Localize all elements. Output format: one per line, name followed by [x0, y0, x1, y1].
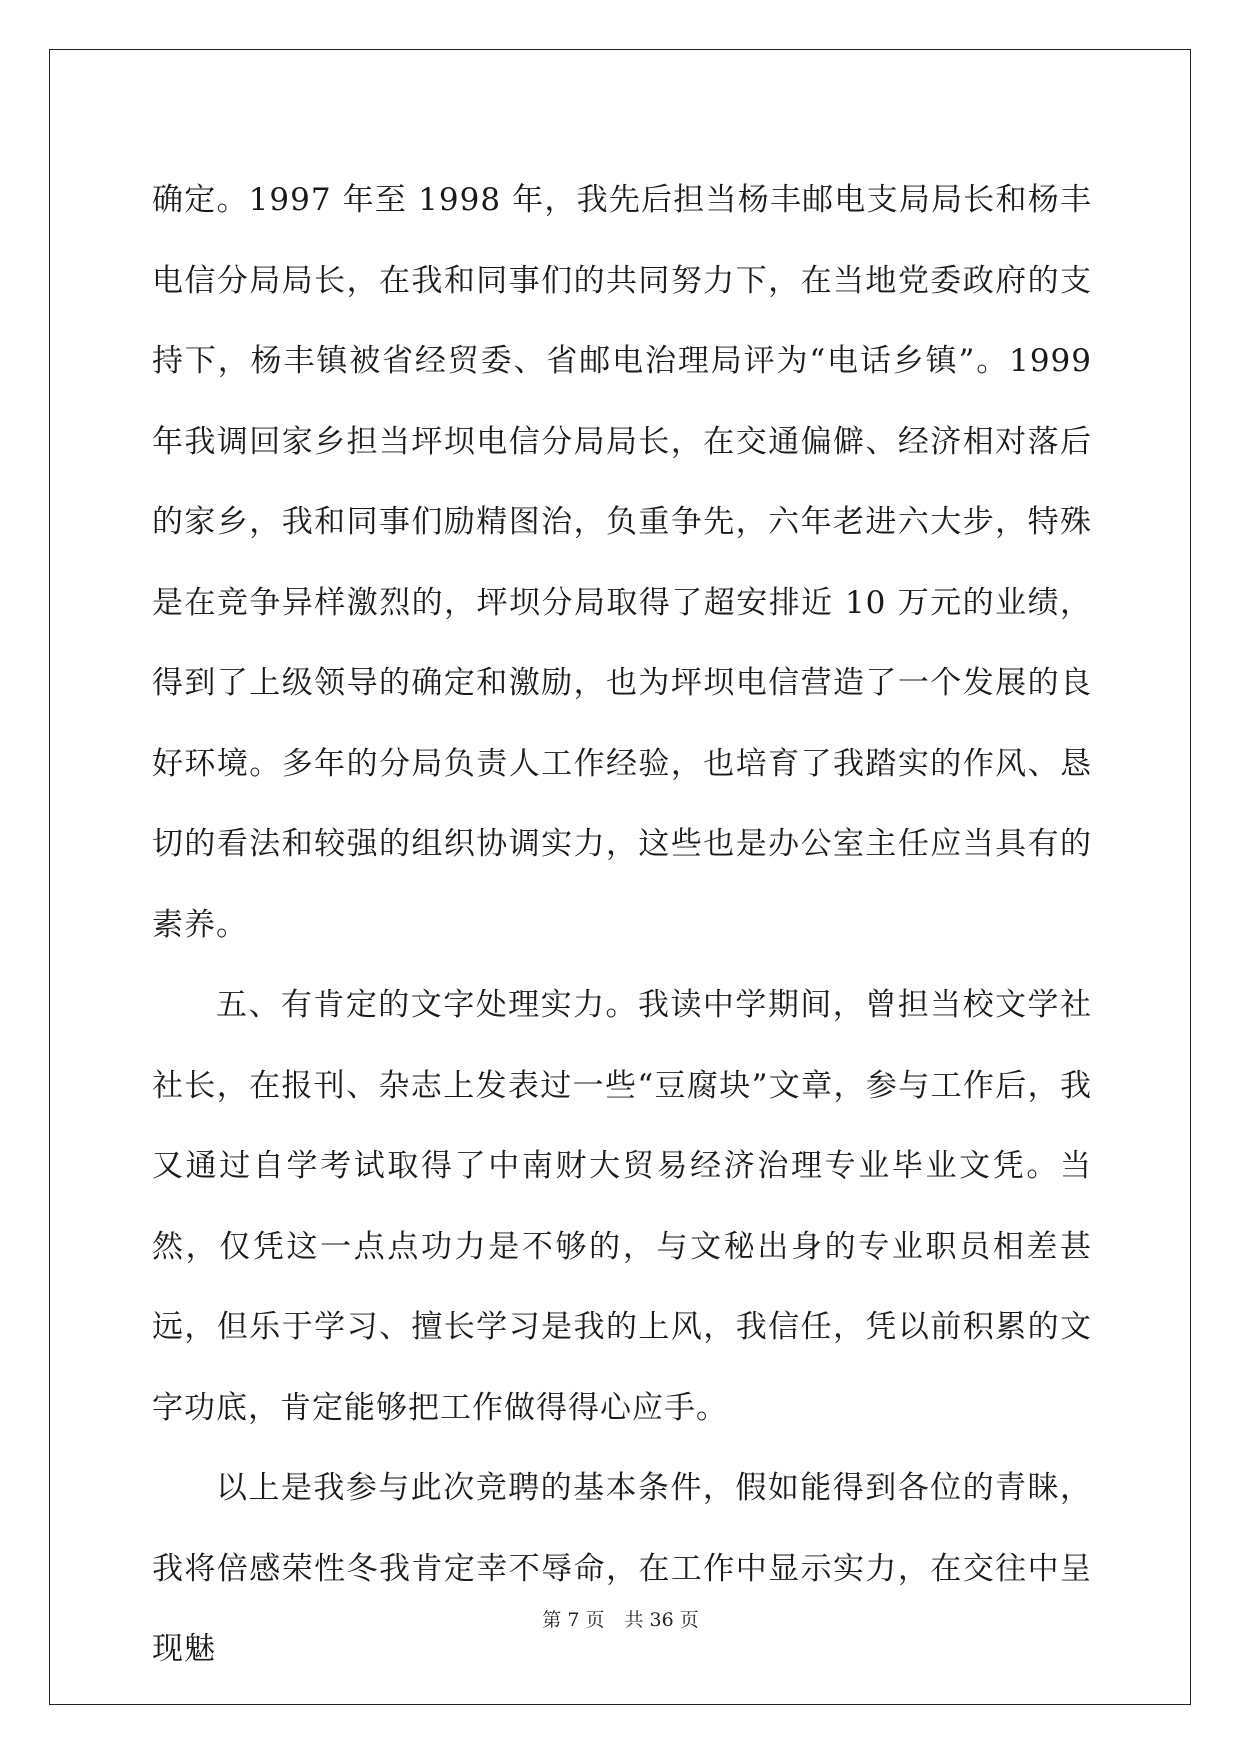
document-body [152, 160, 1092, 1690]
paragraph-1: 确定。1997 年至 1998 年，我先后担当杨丰邮电支局局长和杨丰电信分局局长，在我和同事们的共同努力下，在当地党委政府的支持下，杨丰镇被省经贸委、省邮电治理局评为“电话乡镇”。1999 年我调回家乡担当坪坝电信分局局长，在交通偏僻、经济相对落后的家乡，我和同事们励精图治，负重争先，六年老进六大步，特殊是在竞争异样激烈的，坪坝分局取得了超安排近 10 万元的业绩，得到了上级领导的确定和激励，也为坪坝电信营造了一个发展的良好环境。多年的分局负责人工作经验，也培育了我踏实的作风、恳切的看法和较强的组织协调实力，这些也是办公室主任应当具有的素养。 [152, 182, 1092, 943]
page-number: 第 7 页 [542, 1609, 605, 1631]
page-total: 共 36 页 [624, 1609, 699, 1631]
paragraph-2: 五、有肯定的文字处理实力。我读中学期间，曾担当校文学社社长，在报刊、杂志上发表过一些“豆腐块”文章，参与工作后，我又通过自学考试取得了中南财大贸易经济治理专业毕业文凭。当然，仅凭这一点点功力是不够的，与文秘出身的专业职员相差甚远，但乐于学习、擅长学习是我的上风，我信任，凭以前积累的文字功底，肯定能够把工作做得得心应手。 [152, 987, 1092, 1426]
paragraph-3: 以上是我参与此次竞聘的基本条件，假如能得到各位的青睐，我将倍感荣性冬我肯定幸不辱命，在工作中显示实力，在交往中呈现魅 [152, 1470, 1092, 1667]
page-footer [0, 1605, 1241, 1632]
